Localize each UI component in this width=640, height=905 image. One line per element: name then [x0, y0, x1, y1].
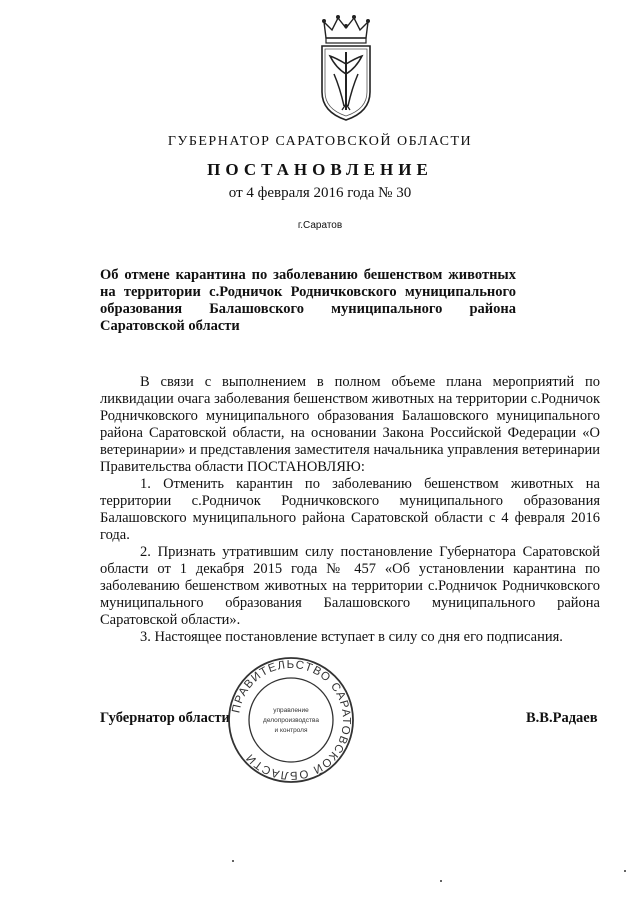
svg-text:управление: управление	[273, 707, 309, 714]
document-date-number: от 4 февраля 2016 года № 30	[228, 185, 412, 201]
document-city: г.Саратов	[297, 220, 343, 231]
scan-speck	[440, 880, 442, 882]
svg-text:ПРАВИТЕЛЬСТВО САРАТОВСКОЙ ОБЛА: ПРАВИТЕЛЬСТВО САРАТОВСКОЙ ОБЛАСТИ	[230, 658, 353, 782]
document-body	[100, 374, 600, 646]
issuing-authority: ГУБЕРНАТОР САРАТОВСКОЙ ОБЛАСТИ	[167, 134, 473, 149]
item-3-paragraph: 3. Настоящее постановление вступает в силу со дня его подписания.	[140, 629, 563, 645]
scan-speck	[624, 870, 626, 872]
item-2-paragraph: 2. Признать утратившим силу постановление Губернатора Саратовской области от 1 декабря 2015 года № 457 «Об установлении карантина по заболеванию бешенством животных на территории с.Родничок Родничковского муниципального образования Балашовского муниципального района Саратовской области».	[100, 544, 600, 628]
preamble-paragraph: В связи с выполнением в полном объеме плана мероприятий по ликвидации очага заболевания бешенством животных на территории с.Родничок Родничковского муниципального образования Балашовского муниципального района Саратовской области, на основании Закона Российской Федерации «О ветеринарии» и представления заместителя начальника управления ветеринарии Правительства области ПОСТАНОВЛЯЮ:	[100, 374, 600, 475]
signatory-name: В.В.Радаев	[526, 710, 598, 726]
document-title: Об отмене карантина по заболеванию бешенством животных на территории с.Родничок Родничковского муниципального образования Балашовского муниципального района Саратовской области	[100, 267, 516, 334]
signatory-position: Губернатор области	[100, 710, 230, 726]
item-1-paragraph: 1. Отменить карантин по заболеванию бешенством животных на территории с.Родничок Родничковского муниципального образования Балашовского муниципального района Саратовской области с 4 февраля 2016 года.	[100, 476, 600, 543]
official-seal-stamp	[226, 655, 356, 785]
saratov-coat-of-arms-icon	[318, 14, 374, 124]
svg-text:и контроля: и контроля	[274, 727, 308, 734]
document-type: ПОСТАНОВЛЕНИЕ	[207, 160, 433, 179]
svg-text:делопроизводства: делопроизводства	[263, 717, 319, 724]
scan-speck	[232, 860, 234, 862]
